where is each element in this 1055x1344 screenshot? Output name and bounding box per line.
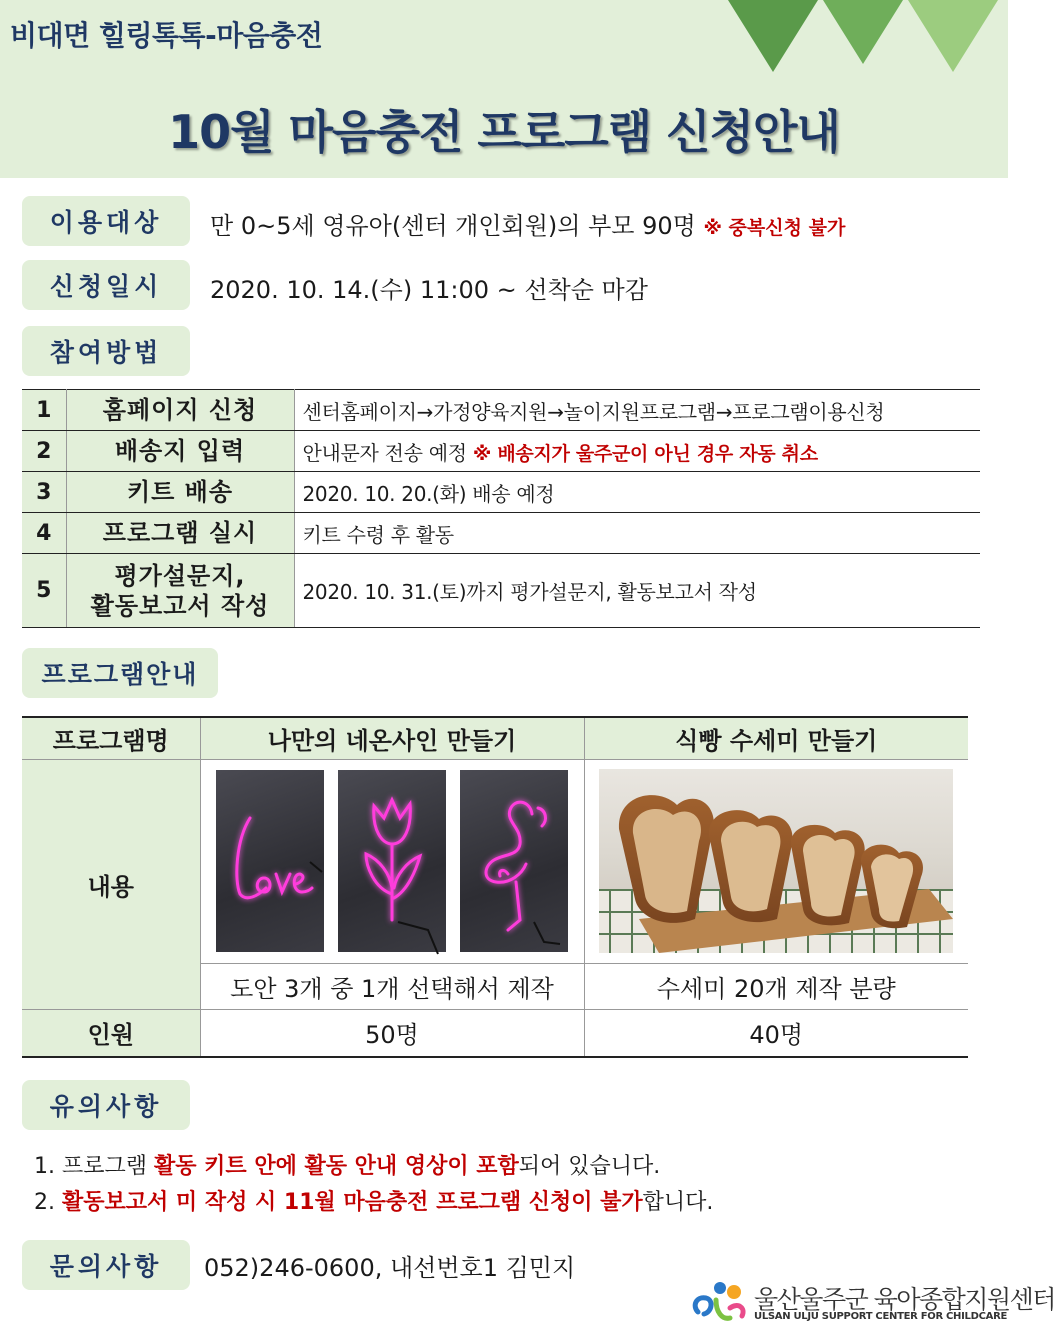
note-prefix: 1. 프로그램 — [34, 1154, 154, 1179]
center-logo — [690, 1278, 1055, 1326]
neon-love-image — [216, 770, 324, 952]
neon-photos — [201, 770, 584, 952]
step-name-line1: 평가설문지, — [114, 561, 246, 590]
apply-date-text: 2020. 10. 14.(수) 11:00 ~ 선착순 마감 — [210, 276, 648, 304]
neon-flamingo-image — [460, 770, 568, 952]
step-name: 키트 배송 — [66, 472, 294, 513]
logo-subtitle: ULSAN ULJU SUPPORT CENTER FOR CHILDCARE — [754, 1311, 1008, 1322]
triangle-decoration-icon — [708, 0, 1008, 80]
program-table — [22, 716, 968, 1058]
notes-label: 유의사항 — [22, 1080, 190, 1130]
apply-date-label: 신청일시 — [22, 260, 190, 310]
table-row — [22, 472, 980, 513]
content-label: 내용 — [22, 759, 200, 1009]
target-text: 만 0~5세 영유아(센터 개인회원)의 부모 90명 — [210, 212, 696, 240]
step-name-cell — [66, 554, 294, 628]
method-label: 참여방법 — [22, 326, 190, 376]
note-emphasis: 활동보고서 미 작성 시 11월 마음충전 프로그램 신청이 불가 — [61, 1190, 643, 1215]
step-desc: 안내문자 전송 예정 — [302, 440, 467, 465]
note-prefix: 2. — [34, 1190, 62, 1215]
bread-sponge-image — [599, 769, 953, 953]
target-info — [210, 206, 845, 241]
step-desc: 2020. 10. 20.(화) 배송 예정 — [294, 472, 980, 513]
step-desc: 2020. 10. 31.(토)까지 평가설문지, 활동보고서 작성 — [294, 554, 980, 628]
step-number: 2 — [22, 431, 66, 472]
note-item-1 — [34, 1149, 660, 1180]
step-name: 배송지 입력 — [66, 431, 294, 472]
logo-mark-icon — [690, 1278, 750, 1326]
note-item-2 — [34, 1185, 713, 1216]
step-desc-cell — [294, 431, 980, 472]
table-row — [22, 554, 980, 628]
contact-text: 052)246-0600, 내선번호1 김민지 — [204, 1254, 576, 1282]
step-number: 5 — [22, 554, 66, 628]
table-row — [22, 717, 968, 759]
step-name: 홈페이지 신청 — [66, 390, 294, 431]
logo-name: 울산울주군 육아종합지원센터 — [754, 1285, 1055, 1314]
method-steps-table — [22, 389, 980, 628]
table-row — [22, 431, 980, 472]
table-row — [22, 1009, 968, 1057]
step-number: 4 — [22, 513, 66, 554]
neon-image-cell — [200, 759, 584, 963]
program-label: 프로그램안내 — [22, 648, 218, 698]
page-title: 10월 마음충전 프로그램 신청안내 — [168, 105, 840, 159]
neon-tulip-image — [338, 770, 446, 952]
count-label: 인원 — [22, 1009, 200, 1057]
note-emphasis: 활동 키트 안에 활동 안내 영상이 포함 — [154, 1154, 519, 1179]
step-desc: 센터홈페이지→가정양육지원→놀이지원프로그램→프로그램이용신청 — [294, 390, 980, 431]
step-number: 3 — [22, 472, 66, 513]
target-label: 이용대상 — [22, 196, 190, 246]
program-header-sponge: 식빵 수세미 만들기 — [584, 717, 968, 759]
sponge-count: 40명 — [584, 1009, 968, 1057]
step-desc: 키트 수령 후 활동 — [294, 513, 980, 554]
neon-caption: 도안 3개 중 1개 선택해서 제작 — [200, 963, 584, 1009]
step-name-line2: 활동보고서 작성 — [90, 591, 270, 620]
table-row — [22, 513, 980, 554]
sponge-image-cell — [584, 759, 968, 963]
step-number: 1 — [22, 390, 66, 431]
sponge-caption: 수세미 20개 제작 분량 — [584, 963, 968, 1009]
note-suffix: 되어 있습니다. — [518, 1154, 661, 1179]
neon-count: 50명 — [200, 1009, 584, 1057]
table-row — [22, 759, 968, 963]
note-suffix: 합니다. — [642, 1190, 714, 1215]
program-header-neon: 나만의 네온사인 만들기 — [200, 717, 584, 759]
contact-label: 문의사항 — [22, 1240, 190, 1290]
step-name: 프로그램 실시 — [66, 513, 294, 554]
target-note: ※ 중복신청 불가 — [703, 217, 846, 239]
header-banner — [0, 0, 1008, 178]
table-row — [22, 390, 980, 431]
program-header-name: 프로그램명 — [22, 717, 200, 759]
header-subtitle: 비대면 힐링톡톡-마음충전 — [10, 19, 323, 52]
step-note: ※ 배송지가 울주군이 아닌 경우 자동 취소 — [472, 442, 818, 465]
